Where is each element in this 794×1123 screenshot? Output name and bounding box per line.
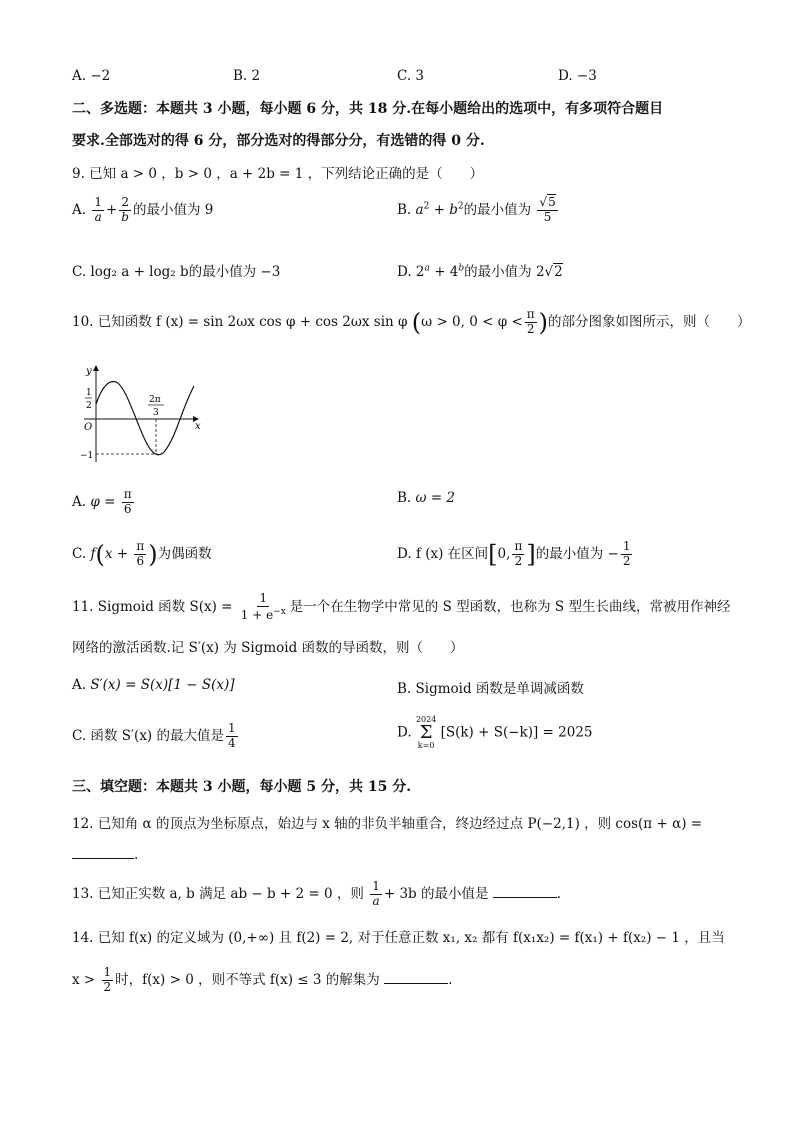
q11-a-label: A. [72,677,87,693]
prev-option-a: A. −2 [72,68,111,84]
section3-title: 三、填空题：本题共 3 小题，每小题 5 分，共 15 分. [72,779,412,795]
q9-b-label: B. [397,201,412,218]
prev-option-d: D. −3 [558,68,597,84]
q11-option-a [72,677,235,693]
q9-option-a: A. $\frac{1}{a}$ + $\frac{2}{b}$ 的最小值为 9 [72,195,214,224]
q10-d-label: D. [397,545,412,562]
section2-line1: 二、多选题：本题共 3 小题，每小题 6 分，共 18 分.在每小题给出的选项中，有多项符合题目 [72,101,664,117]
q13-head: 13. 已知正实数 a, b 满足 ab − b + 2 = 0 ，则 [72,885,364,902]
q10-option-b [397,490,455,506]
q10-stem: 10. 已知函数 f (x) = sin 2ωx cos φ + cos 2ωx sin φ (ω > 0, 0 < φ < $\frac{\pi}{2}$ )的部分图象如图所示，则（ ） [72,307,751,337]
q10-b-label: B. [397,490,412,506]
q10-b-expr: ω = 2 [415,490,456,506]
q11-a-expr: S′(x) = S(x)[1 − S(x)] [90,677,235,693]
q10-a-expr: φ = [90,493,116,510]
q9-a-tail: 的最小值为 9 [132,201,214,218]
q9-option-d: D. $2^a + 4^b$的最小值为 2√2 [397,263,563,280]
y-half-num: 1 [86,388,92,398]
q9-c-label: C. [72,264,87,280]
q9-option-b: B. $a^2 + b^2$的最小值为 $\frac{√5}{5}$ [397,195,556,224]
q10-function-graph [76,362,206,466]
sine-curve [96,382,194,455]
q12-line1: 12. 已知角 α 的顶点为坐标原点，始边与 x 轴的非负半轴重合，终边经过点 P(−2,1) ，则 cos(π + α) = [72,816,703,832]
q9-d-tail: 的最小值为 2 [464,264,545,280]
q10-option-c: C. f(x + $\frac{\pi}{6}$ )为偶函数 [72,539,212,569]
q9-stem: 9. 已知 a > 0 ，b > 0 ，a + 2b = 1 ，下列结论正确的是（ ） [72,166,484,182]
q12-blank[interactable] [72,846,134,859]
q10-a-label: A. [72,493,87,510]
q9-c-tail: 的最小值为 −3 [188,264,281,280]
q14-blank[interactable] [384,971,448,984]
q13-mid: + 3b 的最小值是 [383,885,489,902]
q11-option-c: C. 函数 S′(x) 的最大值是 $\frac{1}{4}$ [72,721,236,750]
frac-pi-2: $\frac{\pi}{2}$ [526,307,535,336]
q10-d-expr: f (x) 在区间 [415,545,489,562]
origin-label: O [84,422,93,433]
prev-option-b: B. 2 [233,68,261,84]
q10-c-expr: f [90,545,96,562]
frac-1-a: $\frac{1}{a}$ [94,195,102,224]
q11-d-expr: [S(k) + S(−k)] = 2025 [440,724,593,741]
q14-line1: 14. 已知 f(x) 的定义域为 (0,+∞) 且 f(2) = 2, 对于任意正数 x₁, x₂ 都有 f(x₁x₂) = f(x₁) + f(x₂) − 1 ，且当 [72,930,725,946]
sum-symbol: 2024 Σ k=0 [415,715,437,750]
prev-option-c: C. 3 [397,68,425,84]
q9-b-mid: 的最小值为 [463,201,532,218]
q9-a-label: A. [72,201,87,218]
q13-line: 13. 已知正实数 a, b 满足 ab − b + 2 = 0 ，则 $\frac{1}{a}$ + 3b 的最小值是 . [72,879,562,908]
frac-2-b: $\frac{2}{b}$ [121,195,129,224]
q10-option-d: D. f (x) 在区间[0, $\frac{\pi}{2}$ ]的最小值为 − $\frac{1}{2}$ [397,539,631,569]
q11-stem-line1 [72,592,730,623]
q11-stem-head: 11. Sigmoid 函数 S(x) = [72,598,233,615]
q10-stem-tail: 的部分图象如图所示，则（ ） [548,313,751,330]
section2-line2: 要求.全部选对的得 6 分，部分选对的得部分分，有选错的得 0 分. [72,133,485,149]
q10-c-label: C. [72,545,87,562]
frac-pi-6: $\frac{\pi}{6}$ [123,487,132,516]
q11-stem-line2: 网络的激活函数.记 S′(x) 为 Sigmoid 函数的导函数，则（ ） [72,640,464,656]
q12-answer-line: . [72,846,138,863]
y-neg-one: −1 [80,451,94,461]
q11-d-label: D. [397,724,412,741]
q11-stem-tail: 是一个在生物学中常见的 S 型函数，也称为 S 型生长曲线，常被用作神经 [289,598,731,615]
q9-option-c [72,260,280,280]
q14-head: x > [72,971,96,988]
y-half-den: 2 [86,401,92,411]
y-axis-label: y [86,366,92,377]
q14-mid: 时，f(x) > 0 ，则不等式 f(x) ≤ 3 的解集为 [115,971,380,988]
frac-sigmoid: $\frac{1}{1 + e^{-x}}$ [240,591,286,622]
q10-d-tail: 的最小值为 − [535,545,619,562]
q11-option-d [397,716,593,750]
q11-c-label: C. 函数 [72,727,118,744]
q14-line2: x > $\frac{1}{2}$ 时，f(x) > 0 ，则不等式 f(x) ≤ 3 的解集为 . [72,965,453,994]
q13-blank[interactable] [493,885,557,898]
x-axis-label: x [195,421,201,432]
q11-c-expr: S′(x) 的最大值是 [121,727,224,744]
x-tick-num: 2π [149,395,161,405]
q11-option-b: B. Sigmoid 函数是单调减函数 [397,681,584,697]
q9-d-label: D. [397,264,412,280]
q9-c-expr: log₂ a + log₂ b [90,264,189,280]
q10-option-a [72,488,136,517]
frac-sqrt5-5: $\frac{√5}{5}$ [539,195,556,224]
q10-stem-cond: ω > 0, 0 < φ < [421,313,523,330]
x-tick-den: 3 [153,408,159,418]
q10-c-tail: 为偶函数 [157,545,212,562]
q10-stem-head: 10. 已知函数 f (x) = sin 2ωx cos φ + cos 2ωx sin φ [72,313,408,330]
